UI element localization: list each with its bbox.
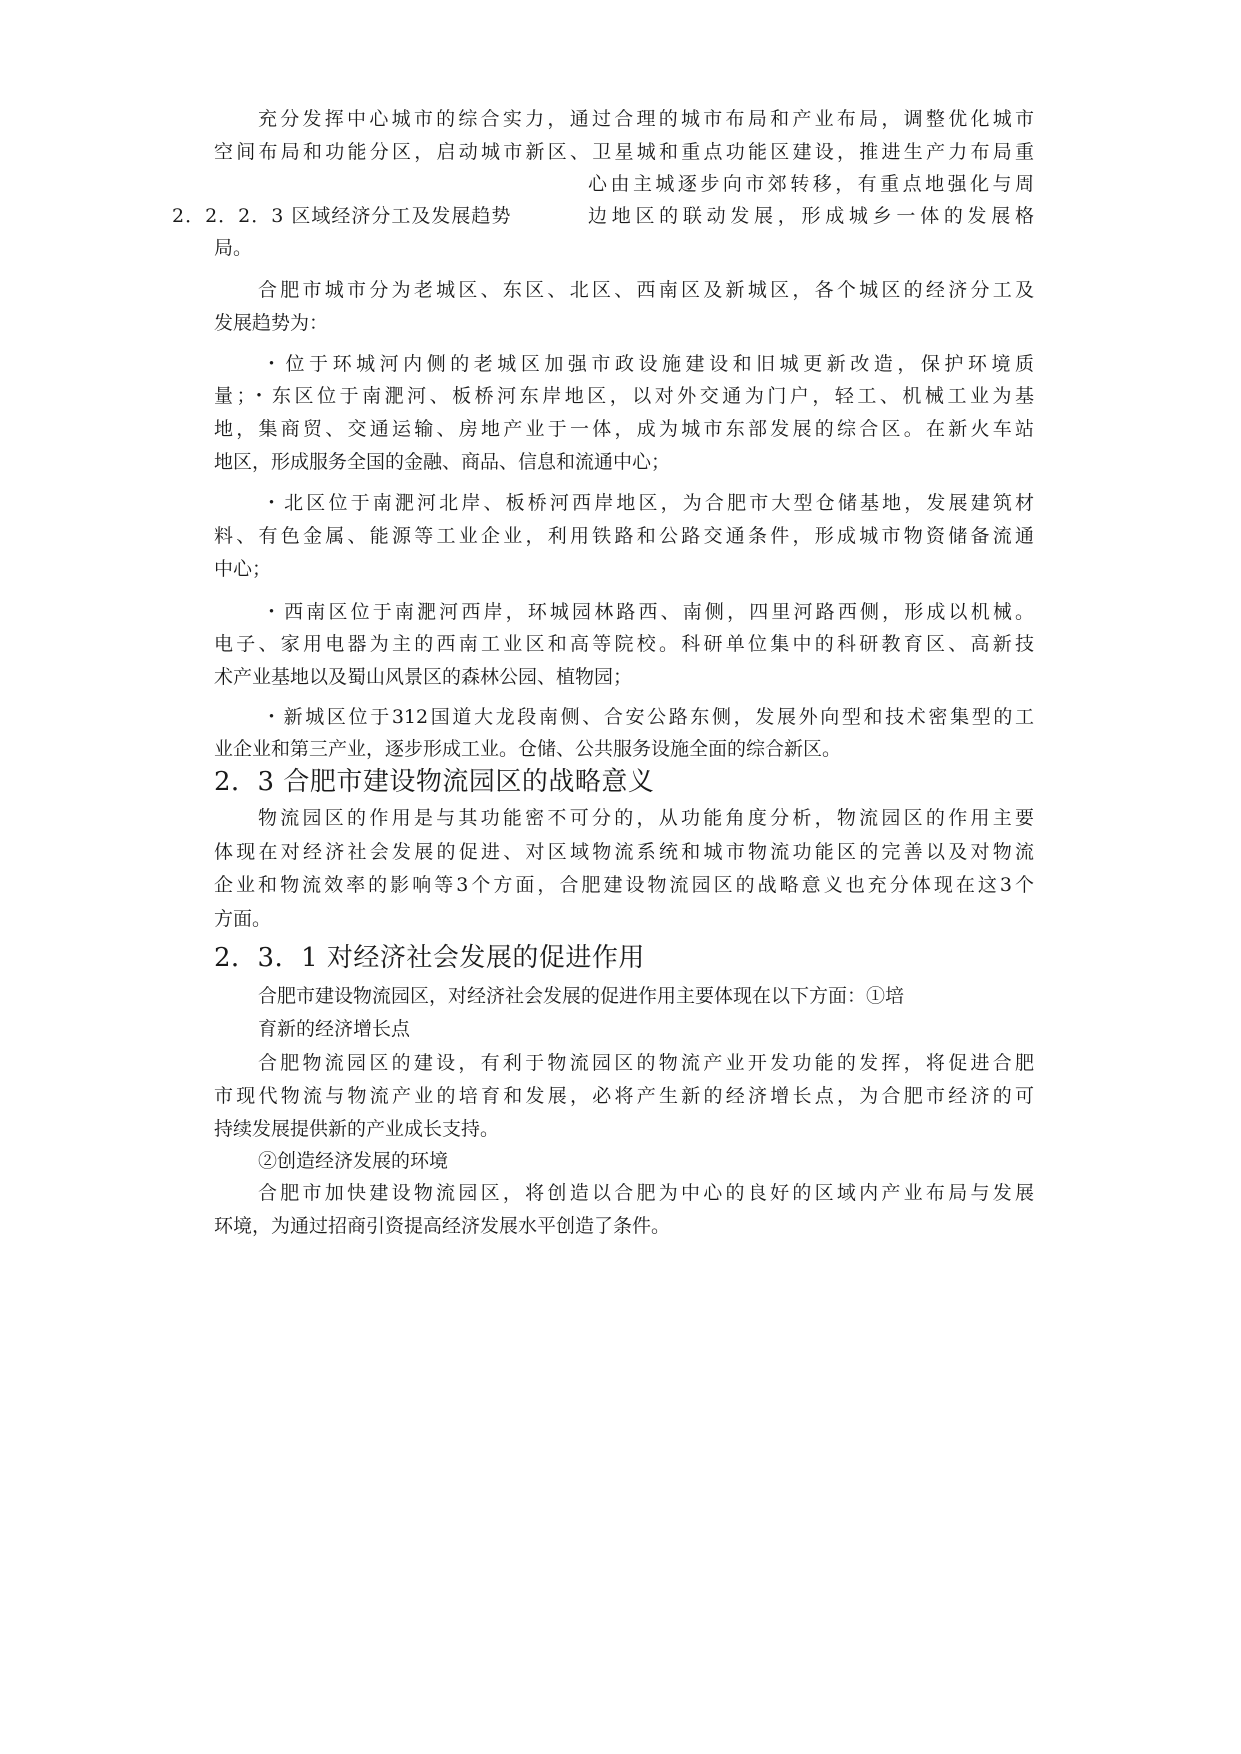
- bullet-line: 量；・东区位于南淝河、板桥河东岸地区，以对外交通为门户，轻工、机械工业为基: [214, 385, 1034, 407]
- paragraph-line: 充分发挥中心城市的综合实力，通过合理的城市布局和产业布局，调整优化城市: [258, 108, 1034, 130]
- bullet-line: 料、有色金属、能源等工业企业，利用铁路和公路交通条件，形成城市物资储备流通: [214, 525, 1034, 547]
- paragraph-line: 持续发展提供新的产业成长支持。: [214, 1118, 500, 1140]
- bullet-line: 地，集商贸、交通运输、房地产业于一体，成为城市东部发展的综合区。在新火车站: [214, 418, 1034, 440]
- numbered-item: ②创造经济发展的环境: [258, 1150, 449, 1172]
- bullet-line: 业企业和第三产业，逐步形成工业。仓储、公共服务设施全面的综合新区。: [214, 738, 842, 760]
- paragraph-line: 环境，为通过招商引资提高经济发展水平创造了条件。: [214, 1215, 671, 1237]
- paragraph-line: 空间布局和功能分区，启动城市新区、卫星城和重点功能区建设，推进生产力布局重: [214, 141, 1034, 163]
- paragraph-line: 方面。: [214, 908, 272, 930]
- section-heading-231: 2．3．1 对经济社会发展的促进作用: [214, 943, 645, 973]
- paragraph-line: 市现代物流与物流产业的培育和发展，必将产生新的经济增长点，为合肥市经济的可: [214, 1085, 1034, 1107]
- bullet-line: ・位于环城河内侧的老城区加强市政设施建设和旧城更新改造，保护环境质: [262, 353, 1034, 375]
- bullet-line: ・新城区位于312国道大龙段南侧、合安公路东侧，发展外向型和技术密集型的工: [262, 706, 1034, 728]
- paragraph-line: 合肥市建设物流园区，对经济社会发展的促进作用主要体现在以下方面：①培: [258, 985, 905, 1007]
- bullet-line: 电子、家用电器为主的西南工业区和高等院校。科研单位集中的科研教育区、高新技: [214, 633, 1034, 655]
- paragraph-line: 心由主城逐步向市郊转移，有重点地强化与周: [588, 173, 1034, 195]
- paragraph-line: 育新的经济增长点: [258, 1018, 411, 1040]
- bullet-line: 中心；: [214, 558, 272, 580]
- paragraph-line: 物流园区的作用是与其功能密不可分的，从功能角度分析，物流园区的作用主要: [258, 807, 1034, 829]
- paragraph-line: 合肥物流园区的建设，有利于物流园区的物流产业开发功能的发挥，将促进合肥: [258, 1052, 1034, 1074]
- section-heading-2223: 2．2．2．3 区域经济分工及发展趋势: [172, 205, 512, 227]
- paragraph-line: 企业和物流效率的影响等3个方面，合肥建设物流园区的战略意义也充分体现在这3个: [214, 874, 1034, 896]
- paragraph-line: 合肥市加快建设物流园区，将创造以合肥为中心的良好的区域内产业布局与发展: [258, 1182, 1034, 1204]
- bullet-line: ・北区位于南淝河北岸、板桥河西岸地区，为合肥市大型仓储基地，发展建筑材: [262, 492, 1034, 514]
- bullet-line: 地区，形成服务全国的金融、商品、信息和流通中心；: [214, 451, 671, 473]
- paragraph-line: 局。: [214, 237, 253, 259]
- paragraph-line: 边地区的联动发展，形成城乡一体的发展格: [588, 205, 1034, 227]
- bullet-line: ・西南区位于南淝河西岸，环城园林路西、南侧，四里河路西侧，形成以机械。: [262, 601, 1034, 623]
- bullet-line: 术产业基地以及蜀山风景区的森林公园、植物园；: [214, 666, 633, 688]
- paragraph-line: 合肥市城市分为老城区、东区、北区、西南区及新城区，各个城区的经济分工及: [258, 279, 1034, 301]
- section-heading-23: 2．3 合肥市建设物流园区的战略意义: [214, 767, 655, 797]
- paragraph-line: 体现在对经济社会发展的促进、对区域物流系统和城市物流功能区的完善以及对物流: [214, 841, 1034, 863]
- paragraph-line: 发展趋势为：: [214, 312, 329, 334]
